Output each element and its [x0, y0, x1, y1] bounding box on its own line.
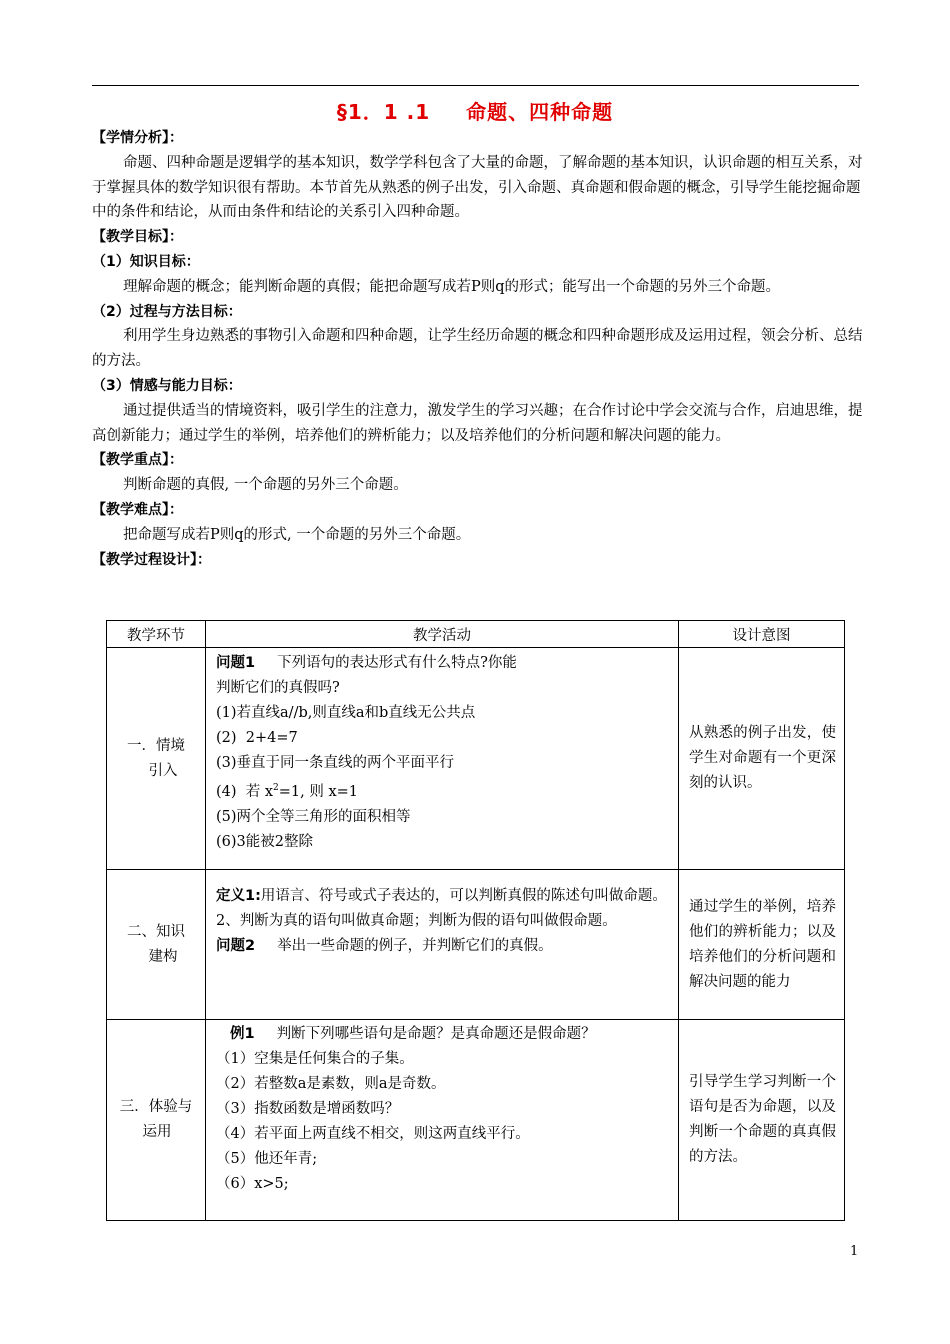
example-text: 判断下列哪些语句是命题？是真命题还是假命题？ — [276, 1026, 596, 1042]
list-item: （2）若整数a是素数，则a是奇数。 — [216, 1076, 446, 1092]
question-text: 下列语句的表达形式有什么特点?你能 — [277, 655, 517, 671]
list-item: (2) 2+4=7 — [216, 730, 298, 746]
true-false-line: 2、判断为真的语句叫做真命题；判断为假的语句叫做假命题。 — [216, 913, 617, 929]
item4-superscript: 2 — [273, 783, 279, 793]
list-item: (3)垂直于同一条直线的两个平面平行 — [216, 755, 455, 771]
goals-heading: 【教学目标】： — [92, 229, 183, 246]
table-header-row — [107, 621, 845, 648]
stage-label-line1: 三．体验与 — [119, 1099, 193, 1115]
design-heading: 【教学过程设计】： — [92, 551, 211, 568]
table-row — [107, 870, 845, 1020]
header-stage: 教学环节 — [107, 621, 206, 648]
goal2-paragraph: 利用学生身边熟悉的事物引入命题和四种命题，让学生经历命题的概念和四种命题形成及运用过程，领会分析、总结的方法。 — [92, 328, 863, 370]
example-label: 例1 — [230, 1026, 255, 1042]
list-item: (6)3能被2整除 — [216, 833, 313, 850]
stage-label-line2: 运用 — [142, 1124, 172, 1140]
document-body — [92, 126, 867, 572]
page-number: 1 — [850, 1244, 859, 1259]
table-row — [107, 1020, 845, 1221]
key-points-paragraph: 判断命题的真假, 一个命题的另外三个命题。 — [123, 477, 408, 494]
header-activity: 教学活动 — [206, 621, 679, 648]
intent-cell: 通过学生的举例，培养他们的辨析能力；以及培养他们的分析问题和解决问题的能力 — [679, 870, 845, 1020]
question-text-cont: 判断它们的真假吗? — [216, 680, 340, 696]
stage-cell — [107, 870, 206, 1020]
stage-cell — [107, 1020, 206, 1221]
activity-cell — [206, 870, 679, 1020]
activity-cell — [206, 648, 679, 870]
page-title — [0, 96, 950, 125]
title-number: §1．1 .1 — [336, 100, 431, 124]
definition-text: 用语言、符号或式子表达的，可以判断真假的陈述句叫做命题。 — [260, 888, 667, 904]
lesson-table — [106, 620, 845, 1221]
key-points-heading: 【教学重点】： — [92, 452, 183, 469]
list-item: （5）他还年青; — [216, 1151, 318, 1167]
goal2-heading: （2）过程与方法目标： — [92, 303, 242, 320]
goal1-paragraph: 理解命题的概念；能判断命题的真假；能把命题写成若P则q的形式；能写出一个命题的另外三个命题。 — [123, 278, 781, 295]
header-intent: 设计意图 — [679, 621, 845, 648]
analysis-paragraph: 命题、四种命题是逻辑学的基本知识，数学学科包含了大量的命题，了解命题的基本知识，认识命题的相互关系，对于掌握具体的数学知识很有帮助。本节首先从熟悉的例子出发，引入命题、真命题和假命题的概念，引导学生能挖掘命题中的条件和结论，从而由条件和结论的关系引入四种命题。 — [92, 154, 863, 221]
list-item: （4）若平面上两直线不相交，则这两直线平行。 — [216, 1126, 530, 1142]
title-text: 命题、四种命题 — [466, 100, 614, 124]
question-text: 举出一些命题的例子，并判断它们的真假。 — [277, 938, 553, 954]
item4-text: (4) 若 x — [216, 783, 274, 800]
top-rule — [92, 85, 859, 86]
stage-label-line1: 一．情境 — [127, 737, 185, 754]
list-item: （1）空集是任何集合的子集。 — [216, 1051, 414, 1067]
list-item — [216, 776, 670, 805]
list-item: (5)两个全等三角形的面积相等 — [216, 808, 411, 825]
item4-text-end: =1, 则 x=1 — [278, 783, 359, 800]
difficulty-paragraph: 把命题写成若P则q的形式, 一个命题的另外三个命题。 — [123, 526, 471, 543]
stage-label-line1: 二、知识 — [127, 923, 185, 940]
goal1-heading: （1）知识目标： — [92, 253, 200, 270]
list-item: （3）指数函数是增函数吗？ — [216, 1101, 400, 1117]
intent-cell: 引导学生学习判断一个语句是否为命题，以及判断一个命题的真真假的方法。 — [679, 1020, 845, 1221]
table-row — [107, 648, 845, 870]
list-item: (1)若直线a//b,则直线a和b直线无公共点 — [216, 705, 476, 721]
goal3-paragraph: 通过提供适当的情境资料，吸引学生的注意力，激发学生的学习兴趣；在合作讨论中学会交流与合作，启迪思维，提高创新能力；通过学生的举例，培养他们的辨析能力；以及培养他们的分析问题和解决问题的能力。 — [92, 402, 863, 444]
difficulty-heading: 【教学难点】： — [92, 501, 183, 518]
question-label: 问题1 — [216, 655, 256, 671]
intent-cell: 从熟悉的例子出发，使学生对命题有一个更深刻的认识。 — [679, 648, 845, 870]
goal3-heading: （3）情感与能力目标： — [92, 377, 242, 394]
list-item: （6）x>5; — [216, 1176, 289, 1192]
stage-label-line2: 建构 — [148, 948, 178, 965]
question-label: 问题2 — [216, 938, 256, 954]
stage-label-line2: 引入 — [148, 762, 178, 779]
definition-label: 定义1: — [216, 888, 261, 904]
stage-cell — [107, 648, 206, 870]
analysis-heading: 【学情分析】： — [92, 130, 183, 146]
activity-cell — [206, 1020, 679, 1221]
